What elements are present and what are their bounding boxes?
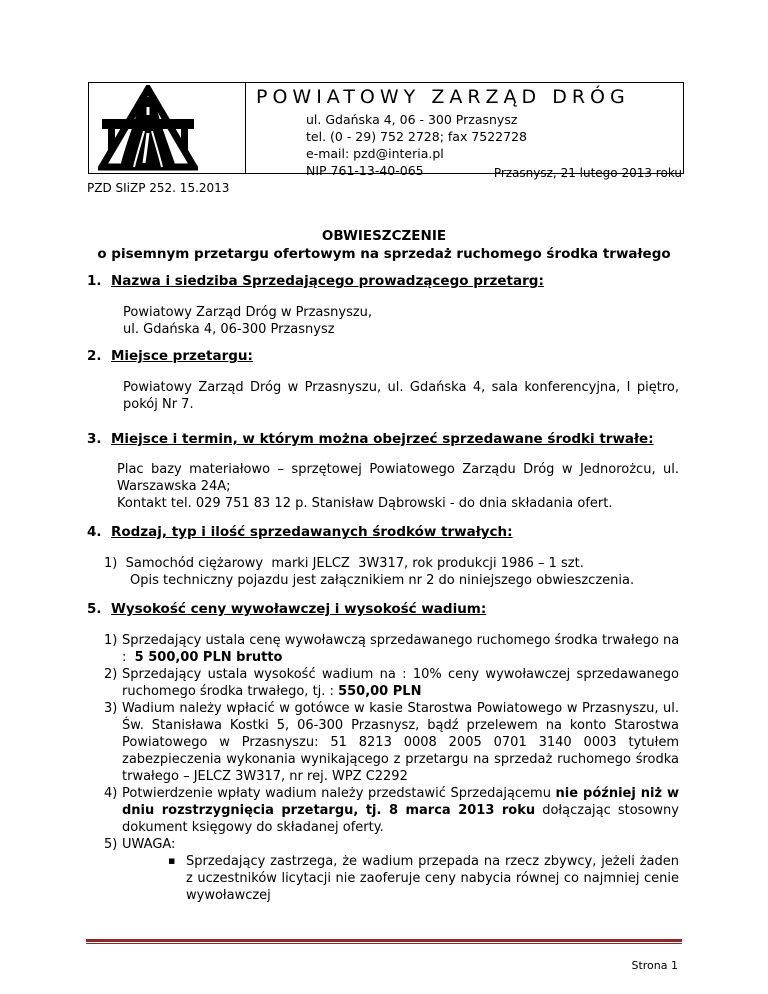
section-title: Miejsce przetargu: — [110, 348, 253, 364]
seller-name: Powiatowy Zarząd Dróg w Przasnyszu, — [123, 305, 373, 320]
phone-line: tel. (0 - 29) 752 2728; fax 7522728 — [306, 129, 527, 144]
list-item-text: Sprzedający ustala cenę wywoławczą sprzedawanego ruchomego środka trwałego na — [122, 633, 680, 648]
section-1-heading — [87, 273, 544, 289]
footer-rule — [86, 939, 682, 942]
list-num-2: 2) — [104, 667, 118, 682]
bullet-icon: ▪ — [168, 854, 176, 867]
email-line: e-mail: pzd@interia.pl — [306, 146, 444, 161]
document-date: Przasnysz, 21 lutego 2013 roku — [493, 166, 682, 180]
list-num-4: 4) — [104, 786, 118, 801]
section-number: 5. — [87, 601, 102, 617]
section-1-body — [123, 304, 372, 338]
road-logo-icon — [98, 85, 198, 171]
list-item-1 — [122, 632, 682, 666]
document-subtitle: o pisemnym przetargu ofertowym na sprzedaż ruchomego środka trwałego — [97, 246, 671, 262]
item-1-note: Opis techniczny pojazdu jest załącznikiem nr 2 do niniejszego obwieszczenia. — [130, 573, 635, 588]
seller-address: ul. Gdańska 4, 06-300 Przasnysz — [123, 322, 335, 337]
starting-price: 5 500,00 PLN brutto — [134, 650, 283, 665]
note-text: Sprzedający zastrzega, że wadium przepada na rzecz zbywcy, jeżeli żaden z uczestników licytacji nie zaoferuje ceny nabycia równej co najmniej cenie wywoławczej — [186, 854, 679, 903]
section-title: Wysokość ceny wywoławczej i wysokość wadium: — [110, 601, 487, 617]
list-item-text: dołączając stosowny dokument księgowy do składanej oferty. — [122, 803, 679, 835]
page-number: Strona 1 — [631, 959, 678, 972]
deadline-text: nie później niż w dniu rozstrzygnięcia przetargu, tj. 8 marca 2013 roku — [122, 786, 679, 818]
section-3-body: Plac bazy materiałowo – sprzętowej Powiatowego Zarządu Dróg w Jednorożcu, ul. Warszawska 24A; — [117, 462, 679, 494]
item-1: 1) Samochód ciężarowy marki JELCZ 3W317, rok produkcji 1986 – 1 szt. — [104, 556, 584, 571]
footer-rule-thin — [86, 943, 682, 944]
list-num-1: 1) — [104, 633, 118, 648]
list-item-2 — [122, 666, 679, 700]
section-title: Rodzaj, typ i ilość sprzedawanych środków trwałych: — [110, 524, 513, 540]
section-4-heading — [87, 524, 513, 540]
section-5-heading — [87, 601, 486, 617]
deposit-amount: 550,00 PLN — [338, 684, 422, 699]
section-title: Nazwa i siedziba Sprzedającego prowadzącego przetarg: — [110, 273, 544, 289]
list-item-text: : — [122, 650, 135, 665]
section-2-body: Powiatowy Zarząd Dróg w Przasnyszu, ul. Gdańska 4, sala konferencyjna, I piętro, pokój Nr 7. — [123, 380, 679, 412]
list-item-text: Sprzedający ustala wysokość wadium na : 10% ceny wywoławczej sprzedawanego ruchomego środka trwałego, tj. : — [122, 667, 679, 699]
section-number: 3. — [87, 431, 102, 447]
list-num-5: 5) — [104, 837, 118, 852]
list-num-3: 3) — [104, 701, 118, 716]
section-2-heading — [87, 348, 253, 364]
nip-line: NIP 761-13-40-065 — [306, 163, 424, 178]
section-number: 4. — [87, 524, 102, 540]
organization-name: POWIATOWY ZARZĄD DRÓG — [256, 86, 630, 108]
list-item-4 — [122, 785, 679, 836]
document-title: OBWIESZCZENIE — [321, 228, 447, 244]
list-item-3: Wadium należy wpłacić w gotówce w kasie Starostwa Powiatowego w Przasnyszu, ul. Św. Stanisława Kostki 5, 06-300 Przasnysz, bądź przelewem na konto Starostwa Powiatowego w Przasnyszu: 51 8213 0008 2005 0701 3140 0003 tytułem zabezpieczenia wykonania wynikającego z przetargu na sprzedaż ruchomego środka trwałego – JELCZ 3W317, nr rej. WPZ C2292 — [122, 701, 679, 784]
section-3-contact: Kontakt tel. 029 751 83 12 p. Stanisław Dąbrowski - do dnia składania ofert. — [117, 496, 613, 511]
section-3-heading — [87, 431, 654, 447]
section-number: 2. — [87, 348, 102, 364]
address-line: ul. Gdańska 4, 06 - 300 Przasnysz — [306, 112, 518, 127]
section-title: Miejsce i termin, w którym można obejrzeć sprzedawane środki trwałe: — [110, 431, 654, 447]
list-item-5: UWAGA: — [122, 837, 176, 852]
section-number: 1. — [87, 273, 102, 289]
list-item-text: Potwierdzenie wpłaty wadium należy przedstawić Sprzedającemu — [122, 786, 556, 801]
letterhead-divider — [245, 82, 246, 174]
reference-number: PZD SIiZP 252. 15.2013 — [87, 181, 230, 195]
